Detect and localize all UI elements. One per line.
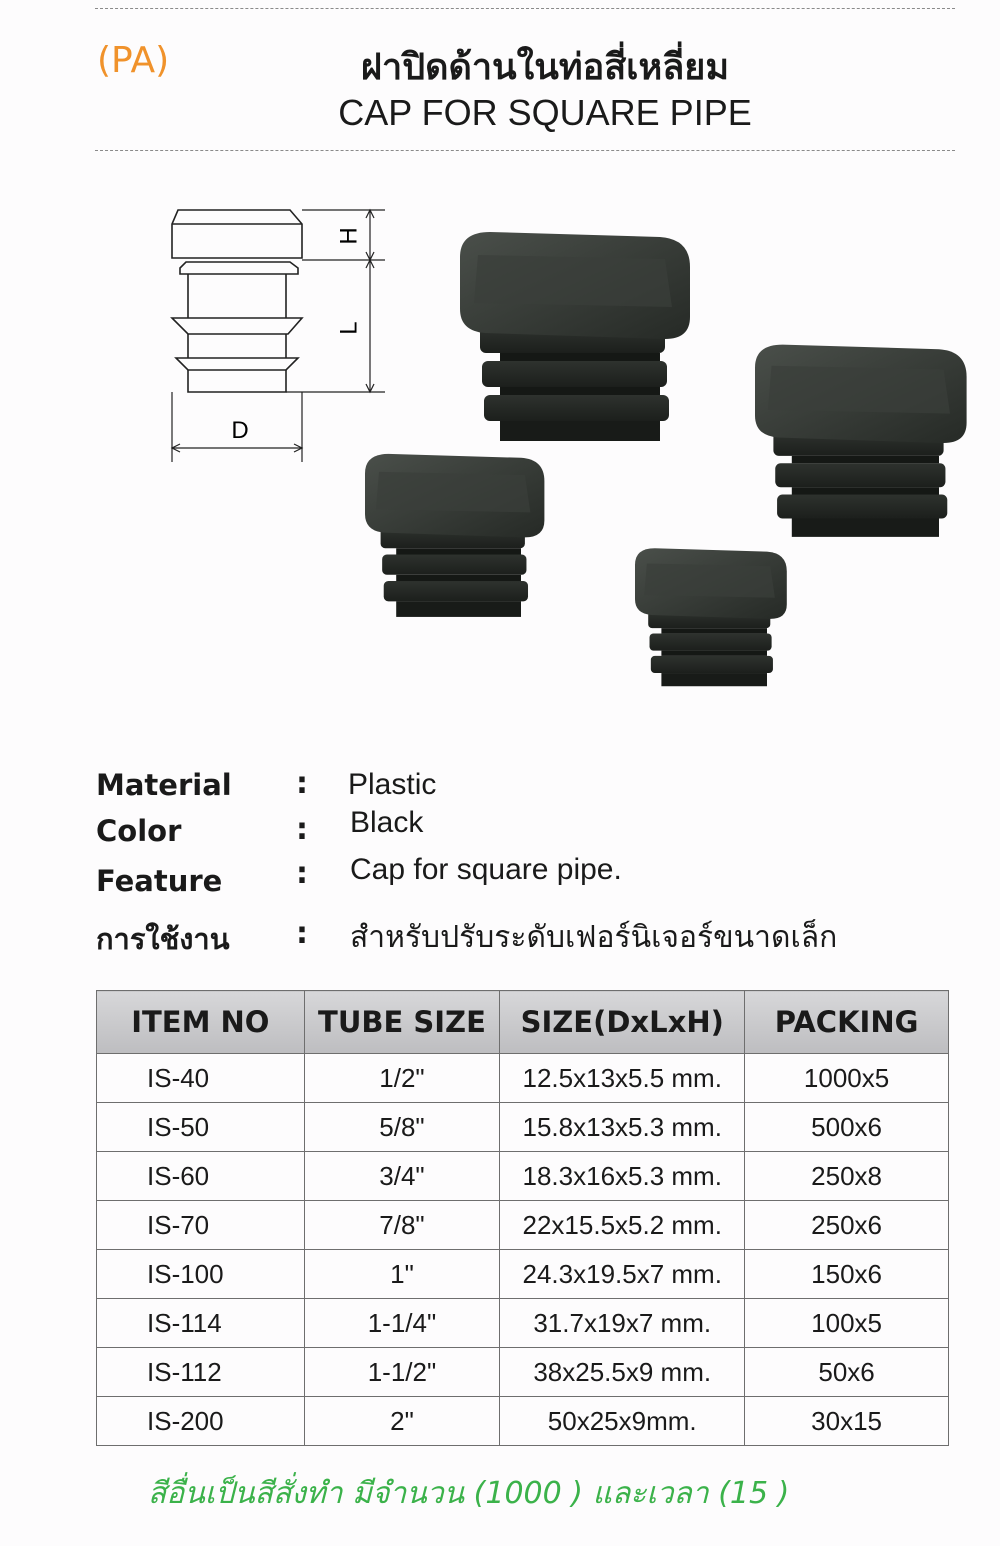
cell-packing: 50x6 (745, 1348, 949, 1397)
cell-tube-size: 7/8" (304, 1201, 500, 1250)
cell-tube-size: 1-1/4" (304, 1299, 500, 1348)
cell-size: 22x15.5x5.2 mm. (500, 1201, 745, 1250)
cell-size: 15.8x13x5.3 mm. (500, 1103, 745, 1152)
footnote: สีอื่นเป็นสีสั่งทำ มีจำนวน (1000 ) และเวลา (15 ) (148, 1476, 790, 1511)
cell-item-no: IS-112 (97, 1348, 305, 1397)
cell-tube-size: 2" (304, 1397, 500, 1446)
cell-tube-size: 3/4" (304, 1152, 500, 1201)
spec-colon: : (296, 766, 308, 801)
page-title-thai: ฝาปิดด้านในท่อสี่เหลี่ยม (360, 47, 730, 88)
cell-item-no: IS-60 (97, 1152, 305, 1201)
spec-colon: : (296, 916, 308, 951)
table-row (97, 1250, 949, 1299)
spec-value-color: Black (350, 806, 424, 839)
cell-tube-size: 5/8" (304, 1103, 500, 1152)
cell-item-no: IS-200 (97, 1397, 305, 1446)
cell-item-no: IS-50 (97, 1103, 305, 1152)
cell-packing: 100x5 (745, 1299, 949, 1348)
header-divider (95, 150, 955, 151)
cap-medium (365, 454, 544, 617)
spec-label-color: Color (96, 814, 182, 848)
table-row (97, 1103, 949, 1152)
table-row (97, 1152, 949, 1201)
cell-packing: 500x6 (745, 1103, 949, 1152)
cell-size: 12.5x13x5.5 mm. (500, 1054, 745, 1103)
spec-colon: : (296, 856, 308, 891)
cell-size: 24.3x19.5x7 mm. (500, 1250, 745, 1299)
cell-packing: 250x6 (745, 1201, 949, 1250)
cap-right (755, 345, 967, 537)
top-divider (95, 8, 955, 9)
page-title-english: CAP FOR SQUARE PIPE (338, 92, 752, 133)
cell-size: 31.7x19x7 mm. (500, 1299, 745, 1348)
cell-packing: 150x6 (745, 1250, 949, 1299)
dim-label-l: L (335, 321, 363, 335)
spec-value-material: Plastic (348, 768, 437, 801)
column-header-tube-size: TUBE SIZE (304, 991, 500, 1054)
cell-packing: 250x8 (745, 1152, 949, 1201)
product-code: (PA) (97, 40, 170, 81)
dim-label-d: D (231, 417, 249, 444)
cell-item-no: IS-40 (97, 1054, 305, 1103)
cell-packing: 30x15 (745, 1397, 949, 1446)
spec-label-feature: Feature (96, 864, 223, 898)
cell-size: 38x25.5x9 mm. (500, 1348, 745, 1397)
dim-label-h: H (335, 227, 363, 245)
cell-item-no: IS-70 (97, 1201, 305, 1250)
table-row (97, 1201, 949, 1250)
cell-item-no: IS-100 (97, 1250, 305, 1299)
cell-size: 18.3x16x5.3 mm. (500, 1152, 745, 1201)
cell-tube-size: 1/2" (304, 1054, 500, 1103)
product-photo (360, 215, 980, 755)
cell-tube-size: 1" (304, 1250, 500, 1299)
table-row (97, 1348, 949, 1397)
spec-value-usage: สำหรับปรับระดับเฟอร์นิเจอร์ขนาดเล็ก (350, 921, 838, 954)
spec-label-material: Material (96, 768, 232, 802)
spec-label-usage: การใช้งาน (96, 922, 230, 956)
column-header-item-no: ITEM NO (97, 991, 305, 1054)
table-row (97, 1397, 949, 1446)
cell-packing: 1000x5 (745, 1054, 949, 1103)
spec-value-feature: Cap for square pipe. (350, 853, 622, 886)
table-header-row (97, 991, 949, 1054)
column-header-packing: PACKING (745, 991, 949, 1054)
cell-tube-size: 1-1/2" (304, 1348, 500, 1397)
table-row (97, 1054, 949, 1103)
cap-small (635, 548, 787, 686)
cap-large (460, 232, 690, 441)
column-header-size: SIZE(DxLxH) (500, 991, 745, 1054)
spec-colon: : (296, 812, 308, 847)
cell-item-no: IS-114 (97, 1299, 305, 1348)
cell-size: 50x25x9mm. (500, 1397, 745, 1446)
table-row (97, 1299, 949, 1348)
size-table (96, 990, 949, 1446)
